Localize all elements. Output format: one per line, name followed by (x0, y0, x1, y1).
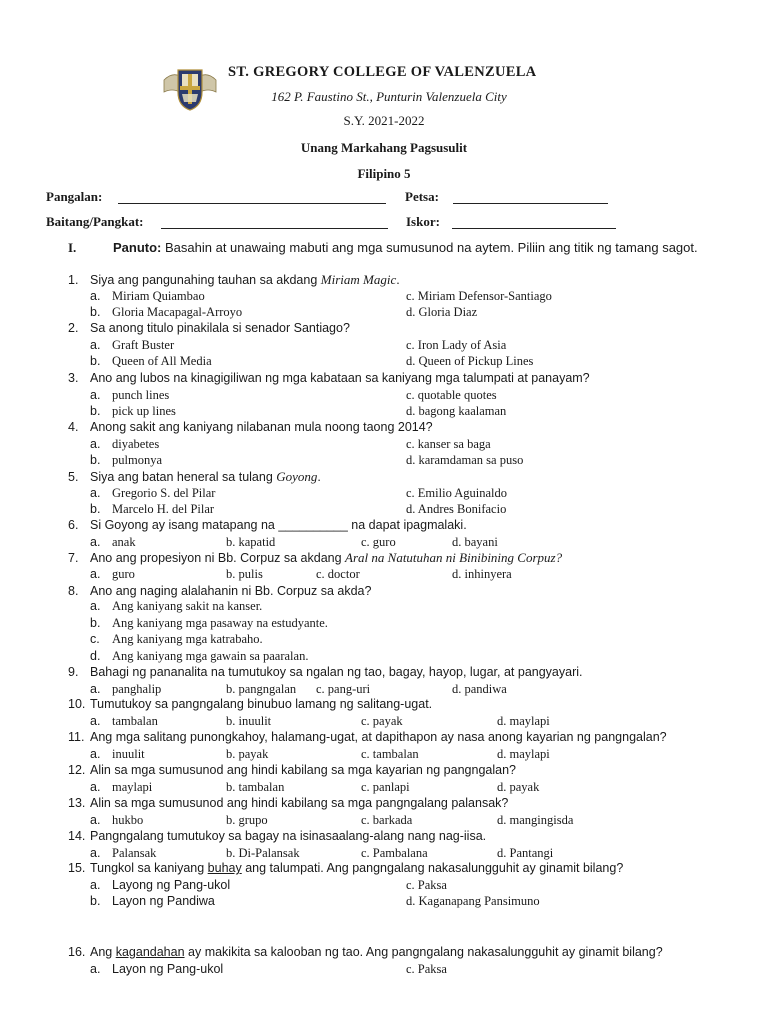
question-13 (68, 796, 508, 810)
choice-12-3[interactable] (497, 780, 539, 795)
choice-12-2[interactable] (361, 780, 410, 795)
choice-text: d. bayani (452, 535, 498, 549)
pangalan-label: Pangalan: (46, 189, 103, 204)
choice-letter: b. (90, 354, 101, 368)
choice-text: d. Andres Bonifacio (406, 502, 507, 516)
question-5 (68, 469, 321, 485)
choice-text: guro (112, 567, 135, 581)
question-text: Pangngalang tumutukoy sa bagay na isinasaalang-alang nang nag-iisa. (90, 829, 487, 843)
choice-4-0[interactable] (90, 437, 159, 452)
question-text: Alin sa mga sumusunod ang hindi kabilang sa mga pangngalang palansak? (90, 796, 509, 810)
choice-text: c. Miriam Defensor-Santiago (406, 289, 552, 303)
choice-text: Gregorio S. del Pilar (112, 486, 216, 500)
choice-text: b. payak (226, 747, 269, 761)
choice-text: Ang kaniyang mga pasaway na estudyante. (112, 615, 328, 630)
question-7 (68, 550, 562, 566)
choice-letter: a. (90, 878, 101, 892)
choice-9-2[interactable] (316, 682, 370, 697)
choice-9-3[interactable] (452, 682, 507, 697)
question-text: Si Goyong ay isang matapang na __________ na dapat ipagmalaki. (90, 518, 467, 532)
choice-10-3[interactable] (497, 714, 550, 729)
choice-text: c. Pambalana (361, 846, 428, 860)
choice-text: b. Di-Palansak (226, 846, 300, 860)
baitang-label: Baitang/Pangkat: (46, 214, 144, 229)
choice-letter: b. (90, 894, 101, 908)
choice-letter: a. (90, 437, 101, 451)
choice-text: c. pang-uri (316, 682, 371, 696)
choice-4-1[interactable] (406, 437, 491, 452)
choice-2-3[interactable] (406, 354, 533, 369)
choice-text: c. Iron Lady of Asia (406, 338, 507, 352)
iskor-line[interactable] (452, 228, 616, 229)
question-10 (68, 697, 432, 711)
choice-4-2[interactable] (90, 453, 162, 468)
question-underlined-word: kagandahan (115, 945, 185, 959)
choice-letter: a. (90, 962, 101, 976)
choice-text: panghalip (112, 682, 162, 696)
choice-letter: a. (90, 567, 101, 581)
choice-6-2[interactable] (361, 535, 396, 550)
choice-letter: b. (90, 615, 101, 630)
choice-text: d. pandiwa (452, 682, 507, 696)
choice-letter: a. (90, 535, 101, 549)
question-number: 8. (68, 584, 79, 598)
question-text: Ano ang lubos na kinagigiliwan ng mga kabataan sa kaniyang mga talumpati at panayam? (90, 371, 590, 385)
school-year: S.Y. 2021-2022 (343, 113, 425, 128)
choice-1-0[interactable] (90, 289, 205, 304)
choice-text: Ang kaniyang sakit na kanser. (112, 599, 263, 613)
baitang-line[interactable] (161, 228, 388, 229)
choice-letter: a. (90, 338, 101, 352)
question-text-post: ay makikita sa kalooban ng tao. Ang pangngalang nakasalungguhit ay ginamit bilang? (184, 945, 663, 959)
choice-letter: a. (90, 780, 101, 794)
choice-6-0[interactable] (90, 535, 136, 550)
question-text-pre: Siya ang pangunahing tauhan sa akdang (90, 273, 321, 287)
choice-letter: a. (90, 747, 101, 761)
choice-10-0[interactable] (90, 714, 158, 729)
question-text: Bahagi ng pananalita na tumutukoy sa ngalan ng tao, bagay, hayop, lugar, at pangyayari. (90, 665, 583, 679)
choice-letter: a. (90, 388, 101, 402)
choice-text: Ang kaniyang mga gawain sa paaralan. (112, 648, 309, 663)
choice-13-3[interactable] (497, 813, 573, 828)
choice-13-0[interactable] (90, 813, 143, 828)
question-number: 14. (68, 829, 86, 843)
school-name: ST. GREGORY COLLEGE OF VALENZUELA (228, 64, 537, 80)
choice-text: pulmonya (112, 453, 162, 467)
choice-11-3[interactable] (497, 747, 550, 762)
choice-letter: b. (90, 453, 101, 467)
choice-14-1[interactable] (226, 846, 300, 861)
choice-text: d. Queen of Pickup Lines (406, 354, 534, 368)
choice-letter: d. (90, 648, 101, 663)
choice-7-3[interactable] (452, 567, 512, 582)
choice-5-0[interactable] (90, 486, 215, 501)
section-number: I. (68, 240, 77, 255)
choice-text: d. mangingisda (497, 813, 574, 827)
choice-text: b. pangngalan (226, 682, 297, 696)
question-text-pre: Tungkol sa kaniyang (90, 861, 208, 875)
choice-letter: a. (90, 682, 101, 696)
choice-8-3[interactable] (90, 649, 308, 664)
choice-text: d. inhinyera (452, 567, 512, 581)
choice-text: hukbo (112, 813, 144, 827)
choice-text: maylapi (112, 780, 153, 794)
choice-text: Palansak (112, 846, 157, 860)
choice-text: Gloria Macapagal-Arroyo (112, 305, 243, 319)
question-3 (68, 371, 590, 385)
choice-text: pick up lines (112, 404, 176, 418)
question-text: Tumutukoy sa pangngalang binubuo lamang ng salitang-ugat. (90, 697, 433, 711)
choice-text: c. Emilio Aguinaldo (406, 486, 508, 500)
choice-16-1[interactable] (406, 962, 447, 977)
question-text-post: . (396, 273, 400, 287)
choice-7-1[interactable] (226, 567, 263, 582)
question-2 (68, 321, 350, 335)
choice-text: Layong ng Pang-ukol (112, 878, 231, 892)
choice-letter: a. (90, 289, 101, 303)
question-4 (68, 420, 433, 434)
choice-2-0[interactable] (90, 338, 174, 353)
choice-text: Miriam Quiambao (112, 289, 205, 303)
choice-1-1[interactable] (406, 289, 552, 304)
choice-text: d. payak (497, 780, 540, 794)
choice-2-2[interactable] (90, 354, 212, 369)
question-16 (68, 945, 663, 959)
question-text-pre: Ang (90, 945, 116, 959)
exam-title: Unang Markahang Pagsusulit (300, 140, 468, 155)
choice-11-1[interactable] (226, 747, 268, 762)
choice-text: Layon ng Pang-ukol (112, 962, 224, 976)
choice-14-0[interactable] (90, 846, 156, 861)
choice-text: Queen of All Media (112, 354, 212, 368)
question-14 (68, 829, 486, 843)
choice-text: diyabetes (112, 437, 160, 451)
choice-10-1[interactable] (226, 714, 271, 729)
question-text: Alin sa mga sumusunod ang hindi kabilang sa mga kayarian ng pangngalan? (90, 763, 516, 777)
choice-15-2[interactable] (90, 894, 215, 908)
question-15 (68, 861, 623, 875)
choice-text: anak (112, 535, 136, 549)
choice-letter: a. (90, 486, 101, 500)
subject-title: Filipino 5 (357, 166, 411, 181)
choice-text: Marcelo H. del Pilar (112, 502, 215, 516)
question-6 (68, 518, 467, 532)
choice-text: b. tambalan (226, 780, 285, 794)
choice-letter: c. (90, 632, 100, 646)
choice-text: b. kapatid (226, 535, 276, 549)
choice-8-2[interactable] (90, 632, 263, 647)
question-number: 1. (68, 273, 79, 287)
choice-3-3[interactable] (406, 404, 506, 419)
choice-text: Graft Buster (112, 338, 175, 352)
instruction-label: Panuto: (113, 240, 162, 255)
choice-text: d. maylapi (497, 747, 550, 761)
choice-letter: b. (90, 502, 101, 516)
choice-5-2[interactable] (90, 502, 214, 517)
choice-text: d. Pantangi (497, 846, 554, 860)
choice-8-0[interactable] (90, 599, 262, 614)
choice-letter: b. (90, 305, 101, 319)
question-number: 15. (68, 861, 86, 875)
question-text: Ang mga salitang punongkahoy, halamang-ugat, at dapithapon ay nasa anong kayarian ng pangngalan? (90, 730, 667, 744)
question-number: 13. (68, 796, 86, 810)
question-number: 10. (68, 697, 86, 711)
choice-4-3[interactable] (406, 453, 523, 468)
choice-11-0[interactable] (90, 747, 145, 762)
choice-10-2[interactable] (361, 714, 403, 729)
question-number: 7. (68, 551, 79, 565)
choice-7-0[interactable] (90, 567, 135, 582)
school-address: 162 P. Faustino St., Punturin Valenzuela City (271, 89, 507, 104)
choice-text: c. barkada (361, 813, 413, 827)
choice-8-1[interactable] (90, 616, 328, 631)
choice-letter: a. (90, 599, 101, 613)
question-text-post: . (317, 470, 321, 484)
choice-12-1[interactable] (226, 780, 284, 795)
question-number: 16. (68, 945, 86, 959)
choice-text: c. doctor (316, 567, 360, 581)
question-text: Ano ang naging alalahanin ni Bb. Corpuz sa akda? (90, 584, 372, 598)
choice-text: b. pulis (226, 567, 263, 581)
question-title-italic: Goyong (276, 469, 318, 484)
choice-11-2[interactable] (361, 747, 419, 762)
choice-6-3[interactable] (452, 535, 498, 550)
choice-text: Layon ng Pandiwa (112, 894, 215, 908)
choice-text: d. karamdaman sa puso (406, 453, 524, 467)
question-number: 11. (68, 730, 85, 744)
choice-text: c. panlapi (361, 780, 410, 794)
choice-text: tambalan (112, 714, 158, 728)
choice-text: c. tambalan (361, 747, 419, 761)
choice-text: c. payak (361, 714, 403, 728)
choice-text: b. inuulit (226, 714, 272, 728)
choice-15-0[interactable] (90, 878, 230, 892)
choice-text: d. maylapi (497, 714, 550, 728)
question-title-italic: Miriam Magic (320, 272, 397, 287)
question-number: 4. (68, 420, 79, 434)
instruction-text: Basahin at unawaing mabuti ang mga sumusunod na aytem. Piliin ang titik ng tamang sagot. (161, 240, 698, 255)
choice-1-3[interactable] (406, 305, 477, 320)
choice-5-3[interactable] (406, 502, 506, 517)
instruction-block (68, 240, 728, 256)
choice-15-1[interactable] (406, 878, 447, 893)
iskor-label: Iskor: (406, 214, 440, 229)
question-11 (68, 730, 667, 744)
choice-text: b. grupo (226, 813, 268, 827)
petsa-line[interactable] (453, 203, 608, 204)
choice-text: c. kanser sa baga (406, 437, 491, 451)
choice-3-1[interactable] (406, 388, 497, 403)
choice-3-2[interactable] (90, 404, 176, 419)
choice-7-2[interactable] (316, 567, 360, 582)
question-1 (68, 272, 400, 288)
choice-1-2[interactable] (90, 305, 242, 320)
choice-text: d. Kaganapang Pansimuno (406, 894, 540, 908)
choice-text: Ang kaniyang mga katrabaho. (112, 632, 263, 646)
choice-13-1[interactable] (226, 813, 268, 828)
choice-text: d. Gloria Diaz (406, 305, 478, 319)
choice-text: c. guro (361, 535, 396, 549)
choice-14-3[interactable] (497, 846, 553, 861)
choice-letter: a. (90, 846, 101, 860)
choice-12-0[interactable] (90, 780, 152, 795)
choice-text: punch lines (112, 388, 170, 402)
question-text-pre: Siya ang batan heneral sa tulang (90, 470, 277, 484)
question-number: 12. (68, 763, 86, 777)
question-underlined-word: buhay (207, 861, 242, 875)
question-text: Sa anong titulo pinakilala si senador Santiago? (90, 321, 350, 335)
choice-2-1[interactable] (406, 338, 506, 353)
question-8 (68, 584, 371, 598)
choice-text: inuulit (112, 747, 145, 761)
question-number: 5. (68, 470, 79, 484)
choice-text: c. Paksa (406, 878, 447, 892)
choice-letter: a. (90, 714, 101, 728)
question-text-post: ang talumpati. Ang pangngalang nakasalungguhit ay ginamit bilang? (241, 861, 624, 875)
choice-15-3[interactable] (406, 894, 540, 909)
choice-letter: a. (90, 813, 101, 827)
choice-16-0[interactable] (90, 962, 223, 976)
pangalan-line[interactable] (118, 203, 386, 204)
question-number: 3. (68, 371, 79, 385)
choice-13-2[interactable] (361, 813, 412, 828)
choice-text: d. bagong kaalaman (406, 404, 507, 418)
choice-letter: b. (90, 404, 101, 418)
choice-6-1[interactable] (226, 535, 275, 550)
petsa-label: Petsa: (405, 189, 439, 204)
question-number: 9. (68, 665, 79, 679)
choice-9-1[interactable] (226, 682, 296, 697)
choice-3-0[interactable] (90, 388, 169, 403)
question-number: 6. (68, 518, 79, 532)
question-text-pre: Ano ang propesiyon ni Bb. Corpuz sa akdang (90, 551, 346, 565)
choice-text: c. quotable quotes (406, 388, 497, 402)
question-text: Anong sakit ang kaniyang nilabanan mula noong taong 2014? (90, 420, 433, 434)
question-number: 2. (68, 321, 79, 335)
choice-14-2[interactable] (361, 846, 428, 861)
choice-9-0[interactable] (90, 682, 161, 697)
choice-5-1[interactable] (406, 486, 507, 501)
question-12 (68, 763, 516, 777)
question-9 (68, 665, 583, 679)
question-title-italic: Aral na Natutuhan ni Binibining Corpuz? (345, 550, 563, 565)
choice-text: c. Paksa (406, 962, 447, 976)
